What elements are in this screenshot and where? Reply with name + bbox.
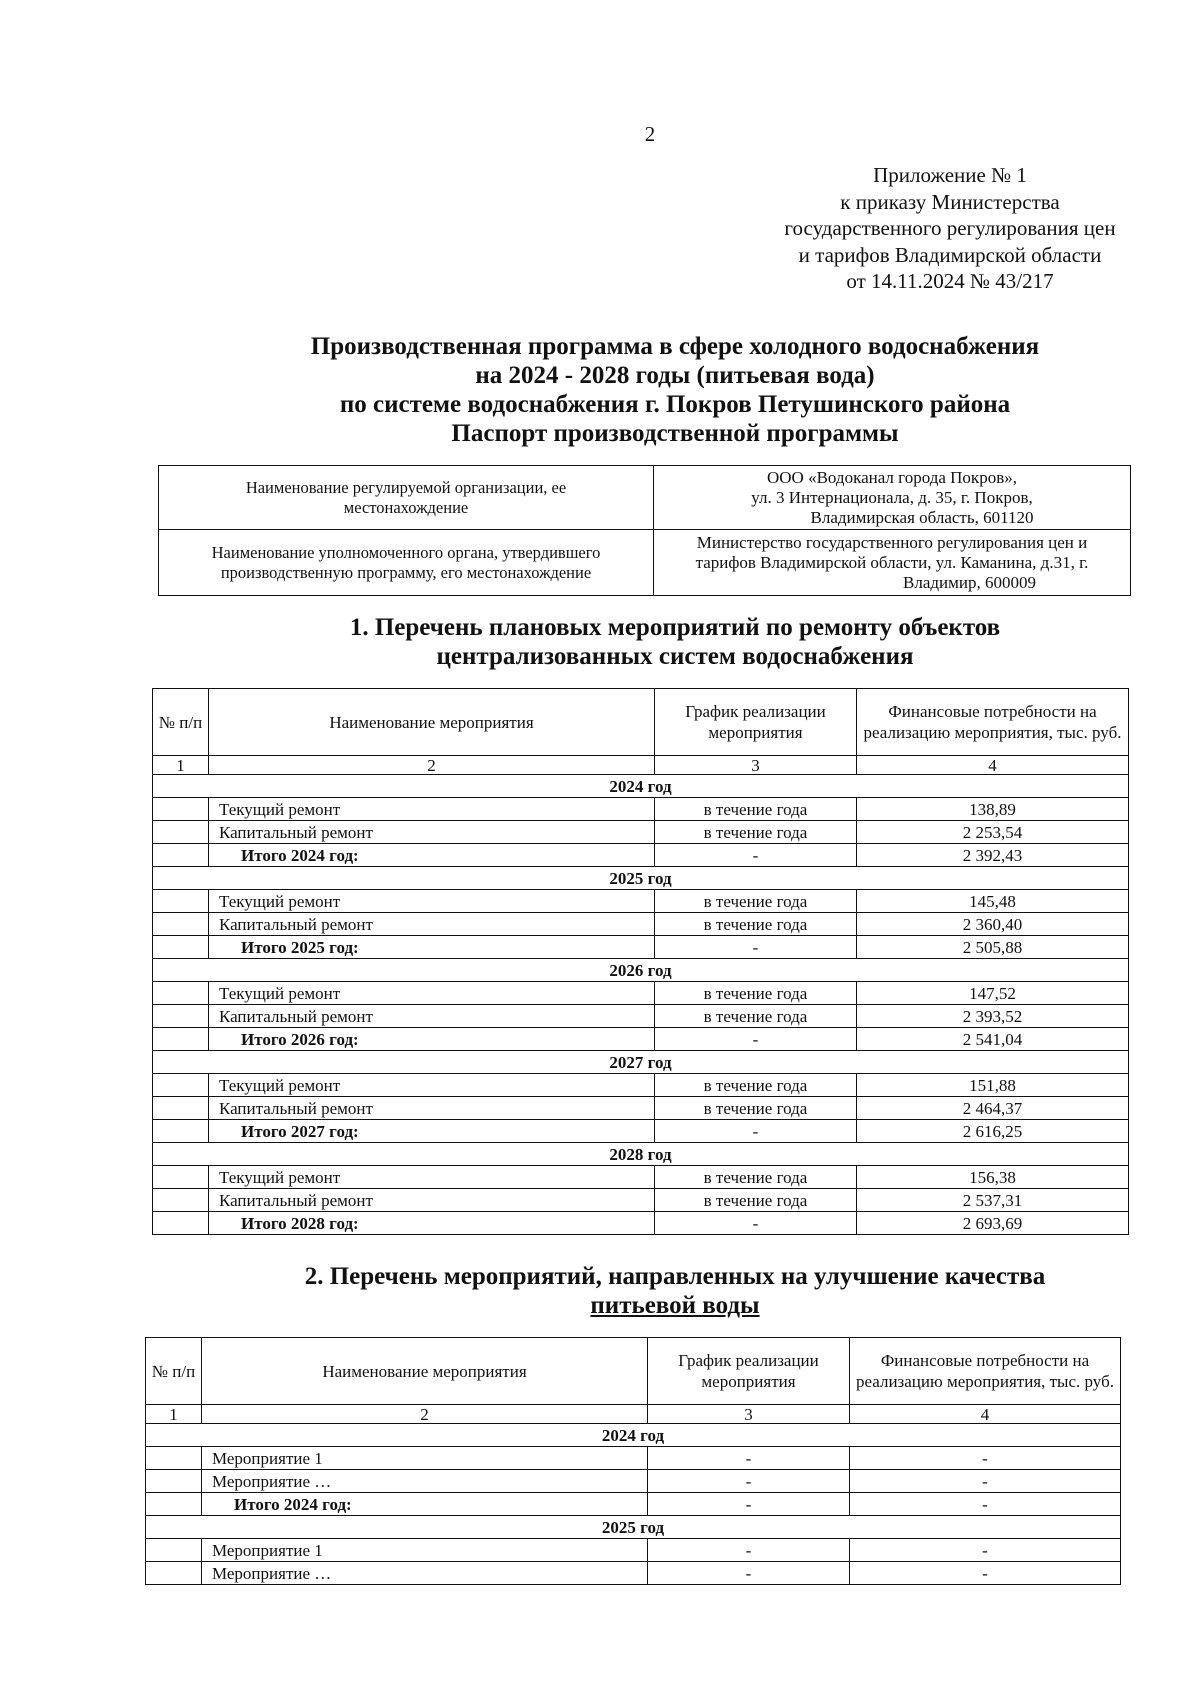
appendix-line: Приложение № 1 — [873, 163, 1027, 187]
year-label: 2024 год — [153, 775, 1129, 798]
col-header-name: Наименование мероприятия — [202, 1338, 648, 1405]
measure-schedule: - — [648, 1539, 850, 1562]
total-row — [153, 1212, 1129, 1235]
measure-name: Текущий ремонт — [209, 1166, 655, 1189]
section-1-title — [150, 613, 1200, 671]
total-label: Итого 2025 год: — [209, 936, 655, 959]
measure-amount: 145,48 — [857, 890, 1129, 913]
col-header-schedule: График реализации мероприятия — [655, 689, 857, 756]
measure-schedule: в течение года — [655, 1166, 857, 1189]
year-row — [153, 1143, 1129, 1166]
col-header-amount: Финансовые потребности на реализацию мероприятия, тыс. руб. — [857, 689, 1129, 756]
total-row — [146, 1493, 1121, 1516]
table-row — [146, 1447, 1121, 1470]
table-header-row — [146, 1338, 1121, 1405]
appendix-line: от 14.11.2024 № 43/217 — [846, 269, 1054, 293]
year-row — [153, 1051, 1129, 1074]
title-line: Производственная программа в сфере холодного водоснабжения — [310, 333, 1040, 360]
appendix-line: государственного регулирования цен — [784, 216, 1116, 240]
year-row — [146, 1516, 1121, 1539]
passport-value-line: ул. 3 Интернационала, д. 35, г. Покров, — [751, 487, 1033, 507]
table-row — [146, 1539, 1121, 1562]
table-row — [153, 821, 1129, 844]
year-label: 2027 год — [153, 1051, 1129, 1074]
measure-name: Мероприятие … — [202, 1562, 648, 1585]
column-number: 3 — [648, 1405, 850, 1424]
col-header-name: Наименование мероприятия — [209, 689, 655, 756]
measure-schedule: в течение года — [655, 890, 857, 913]
measure-schedule: в течение года — [655, 798, 857, 821]
total-schedule: - — [655, 1028, 857, 1051]
water-quality-measures-table — [145, 1337, 1121, 1585]
passport-value — [654, 530, 1131, 596]
column-number: 1 — [153, 756, 209, 775]
total-amount: - — [850, 1493, 1121, 1516]
table-row — [153, 1005, 1129, 1028]
total-label: Итого 2028 год: — [209, 1212, 655, 1235]
passport-value-line: Министерство государственного регулирования цен и — [696, 532, 1088, 552]
table-row — [153, 1166, 1129, 1189]
section-2-title — [150, 1262, 1200, 1320]
title-line: Паспорт производственной программы — [451, 420, 899, 447]
measure-name: Капитальный ремонт — [209, 1097, 655, 1120]
measure-name: Текущий ремонт — [209, 798, 655, 821]
year-label: 2025 год — [146, 1516, 1121, 1539]
passport-label: Наименование регулируемой организации, ее местонахождение — [159, 466, 654, 530]
appendix-line: и тарифов Владимирской области — [798, 242, 1102, 267]
measure-name: Текущий ремонт — [209, 1074, 655, 1097]
total-amount: 2 392,43 — [857, 844, 1129, 867]
measure-amount: 2 464,37 — [857, 1097, 1129, 1120]
measure-name: Мероприятие … — [202, 1470, 648, 1493]
measure-amount: - — [850, 1539, 1121, 1562]
year-row — [153, 959, 1129, 982]
column-number: 4 — [857, 756, 1129, 775]
measure-schedule: в течение года — [655, 913, 857, 936]
measure-name: Капитальный ремонт — [209, 1005, 655, 1028]
total-schedule: - — [655, 1120, 857, 1143]
measure-name: Капитальный ремонт — [209, 913, 655, 936]
column-number-row — [153, 756, 1129, 775]
section-title-line: 1. Перечень плановых мероприятий по ремонту объектов — [349, 614, 1001, 641]
measure-amount: 138,89 — [857, 798, 1129, 821]
year-label: 2025 год — [153, 867, 1129, 890]
measure-name: Текущий ремонт — [209, 890, 655, 913]
appendix-line: к приказу Министерства — [840, 189, 1060, 214]
table-row — [153, 1189, 1129, 1212]
measure-amount: 147,52 — [857, 982, 1129, 1005]
total-amount: 2 693,69 — [857, 1212, 1129, 1235]
measure-amount: 2 537,31 — [857, 1189, 1129, 1212]
table-row — [153, 798, 1129, 821]
page-number: 2 — [644, 122, 656, 146]
table-row — [153, 1097, 1129, 1120]
measure-name: Мероприятие 1 — [202, 1539, 648, 1562]
section-title-line: централизованных систем водоснабжения — [436, 643, 914, 670]
measure-amount: 2 253,54 — [857, 821, 1129, 844]
col-header-number: № п/п — [153, 689, 209, 756]
passport-value-line: тарифов Владимирской области, ул. Каманина, д.31, г. — [695, 552, 1089, 572]
title-line: по системе водоснабжения г. Покров Петушинского района — [339, 391, 1011, 418]
passport-label: Наименование уполномоченного органа, утвердившего производственную программу, его местонахождение — [159, 530, 654, 596]
section-title-line: 2. Перечень мероприятий, направленных на улучшение качества — [304, 1263, 1046, 1290]
table-header-row — [153, 689, 1129, 756]
total-schedule: - — [655, 844, 857, 867]
passport-value-line: Владимир, 600009 — [903, 572, 1036, 592]
measure-schedule: в течение года — [655, 1097, 857, 1120]
measure-schedule: - — [648, 1470, 850, 1493]
measure-amount: 151,88 — [857, 1074, 1129, 1097]
total-schedule: - — [655, 1212, 857, 1235]
table-row — [153, 982, 1129, 1005]
column-number: 2 — [209, 756, 655, 775]
repair-measures-table — [152, 688, 1129, 1235]
measure-name: Капитальный ремонт — [209, 821, 655, 844]
measure-amount: 2 393,52 — [857, 1005, 1129, 1028]
column-number: 4 — [850, 1405, 1121, 1424]
total-row — [153, 1120, 1129, 1143]
section-title-line: питьевой воды — [590, 1292, 760, 1319]
total-label: Итого 2026 год: — [209, 1028, 655, 1051]
column-number: 1 — [146, 1405, 202, 1424]
title-line: на 2024 - 2028 годы (питьевая вода) — [475, 362, 875, 389]
measure-name: Мероприятие 1 — [202, 1447, 648, 1470]
col-header-number: № п/п — [146, 1338, 202, 1405]
measure-schedule: в течение года — [655, 982, 857, 1005]
col-header-amount: Финансовые потребности на реализацию мероприятия, тыс. руб. — [850, 1338, 1121, 1405]
table-row — [153, 890, 1129, 913]
measure-amount: - — [850, 1562, 1121, 1585]
measure-schedule: в течение года — [655, 1005, 857, 1028]
year-label: 2026 год — [153, 959, 1129, 982]
measure-schedule: в течение года — [655, 1189, 857, 1212]
col-header-schedule: График реализации мероприятия — [648, 1338, 850, 1405]
column-number: 3 — [655, 756, 857, 775]
measure-amount: - — [850, 1470, 1121, 1493]
total-schedule: - — [648, 1493, 850, 1516]
table-row — [146, 1470, 1121, 1493]
appendix-header — [740, 162, 1160, 295]
column-number: 2 — [202, 1405, 648, 1424]
passport-value — [654, 466, 1131, 530]
measure-amount: 2 360,40 — [857, 913, 1129, 936]
measure-name: Текущий ремонт — [209, 982, 655, 1005]
total-amount: 2 541,04 — [857, 1028, 1129, 1051]
measure-schedule: в течение года — [655, 821, 857, 844]
table-row — [153, 1074, 1129, 1097]
total-label: Итого 2024 год: — [202, 1493, 648, 1516]
total-schedule: - — [655, 936, 857, 959]
table-row — [146, 1562, 1121, 1585]
year-row — [153, 775, 1129, 798]
year-label: 2028 год — [153, 1143, 1129, 1166]
column-number-row — [146, 1405, 1121, 1424]
measure-schedule: - — [648, 1562, 850, 1585]
total-row — [153, 844, 1129, 867]
year-row — [153, 867, 1129, 890]
passport-value-line: Владимирская область, 601120 — [810, 507, 1034, 527]
measure-schedule: - — [648, 1447, 850, 1470]
total-label: Итого 2024 год: — [209, 844, 655, 867]
measure-name: Капитальный ремонт — [209, 1189, 655, 1212]
measure-schedule: в течение года — [655, 1074, 857, 1097]
year-label: 2024 год — [146, 1424, 1121, 1447]
measure-amount: 156,38 — [857, 1166, 1129, 1189]
total-label: Итого 2027 год: — [209, 1120, 655, 1143]
total-row — [153, 936, 1129, 959]
total-row — [153, 1028, 1129, 1051]
passport-row — [159, 466, 1131, 530]
total-amount: 2 505,88 — [857, 936, 1129, 959]
passport-table — [158, 465, 1131, 596]
table-row — [153, 913, 1129, 936]
year-row — [146, 1424, 1121, 1447]
measure-amount: - — [850, 1447, 1121, 1470]
document-title — [150, 332, 1200, 448]
total-amount: 2 616,25 — [857, 1120, 1129, 1143]
passport-row — [159, 530, 1131, 596]
passport-value-line: ООО «Водоканал города Покров», — [767, 467, 1017, 487]
